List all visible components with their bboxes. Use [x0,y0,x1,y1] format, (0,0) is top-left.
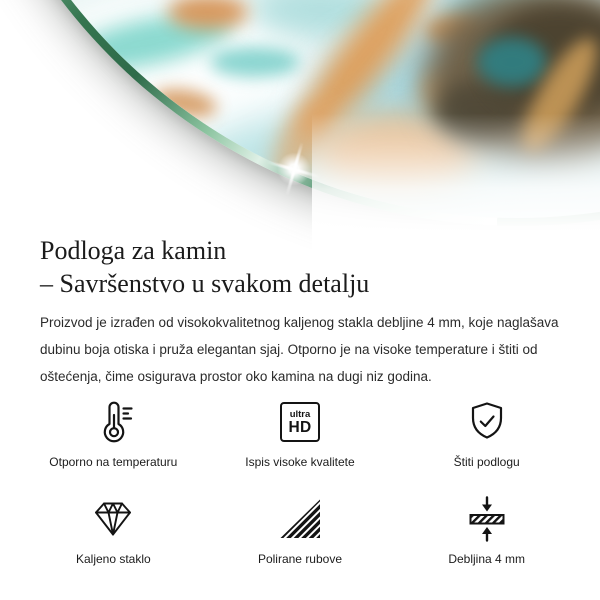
thickness-compress-icon [463,495,511,543]
shield-check-icon [463,398,511,446]
feature-polished-edges [207,495,394,566]
feature-thickness [393,495,580,566]
page-title-line1: Podloga za kamin [40,236,227,265]
feature-grid [20,398,580,566]
page-title-line2: – Savršenstvo u svakom detalju [40,269,370,298]
feature-tempered-glass [20,495,207,566]
ultra-hd-icon-text-bottom: HD [288,418,312,436]
feature-label: Polirane rubove [257,552,343,566]
polished-edges-icon [276,495,324,543]
thermometer-icon [89,398,137,446]
feature-label: Debljina 4 mm [448,552,526,566]
feature-heat-resistant [20,398,207,469]
ultra-hd-icon [280,402,320,442]
feature-label: Kaljeno staklo [75,552,151,566]
feature-protects-floor [393,398,580,469]
hero-fade-overlay [312,0,600,252]
ultra-hd-icon-text-top: ultra [289,408,311,420]
product-description: Proizvod je izrađen od visokokvalitetnog kaljenog stakla debljine 4 mm, koje naglašava dubinu boja otiska i pruža elegantan sjaj. Otporno je na visoke temperature i štiti od oštećenja, čime osigurava prostor oko kamina na dugi niz godina. [40,315,559,384]
diamond-icon [89,495,137,543]
feature-label: Otporno na temperaturu [49,455,178,469]
hero-image [0,0,600,252]
feature-label: Ispis visoke kvalitete [245,455,355,469]
page-title [40,234,369,300]
feature-print-quality [207,398,394,469]
feature-label: Štiti podlogu [453,455,520,469]
